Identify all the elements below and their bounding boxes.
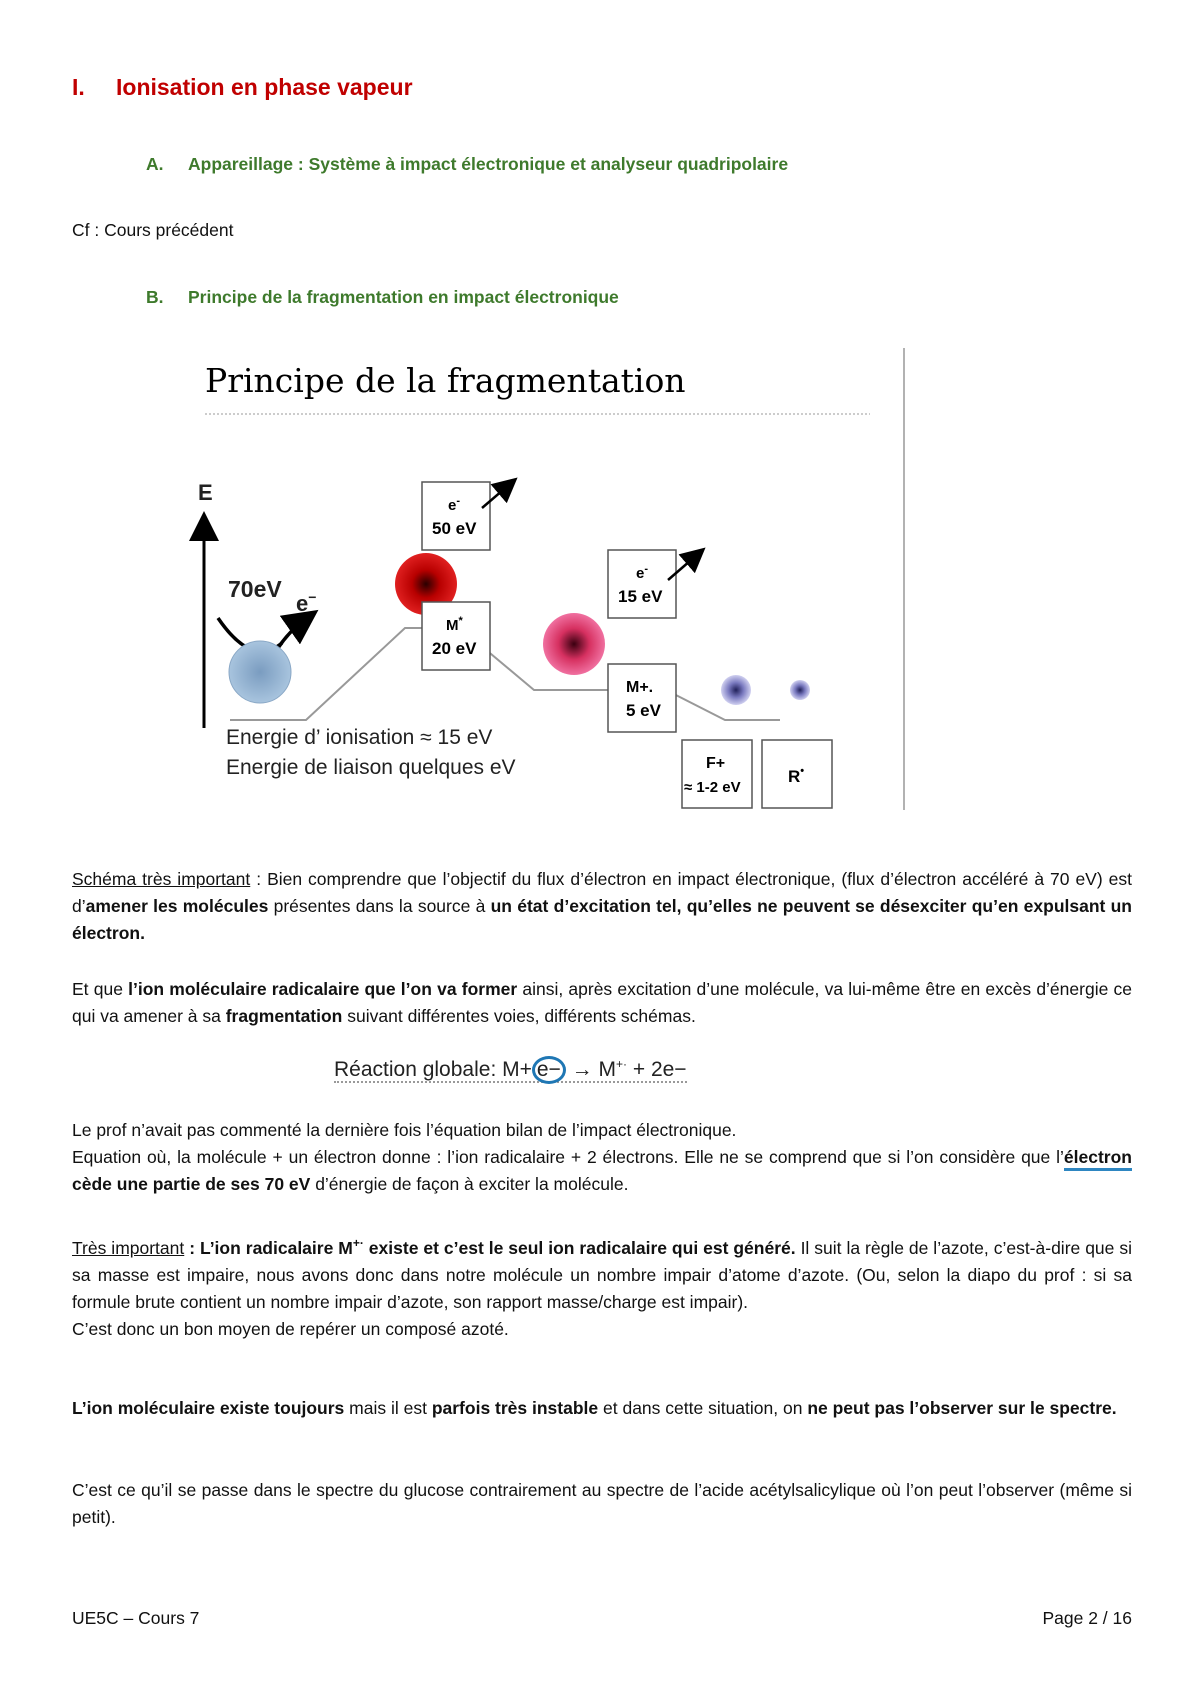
footer-page-number: Page 2 / 16 [1042,1608,1132,1628]
bond-energy-note: Energie de liaison quelques eV [226,756,516,779]
fragmentation-diagram [170,348,906,812]
para3-line2 [72,1144,1132,1198]
subsection-b-heading [146,287,619,308]
beam-energy-label: 70eV [228,576,282,602]
reaction-sup: +· [616,1057,628,1071]
para4-lead: Très important [72,1237,185,1258]
energy-axis-label: E [198,480,213,505]
box-fragment-cation [682,740,752,808]
para4-sup: +· [352,1236,364,1250]
para4-bold2: existe et c’est le seul ion radicalaire qui est généré. [363,1237,796,1258]
box3-energy: 15 eV [618,587,663,606]
para3-text2: d’énergie de façon à exciter la molécule. [310,1174,629,1194]
energy-path [230,628,780,720]
box5-energy: ≈ 1-2 eV [684,779,741,796]
para4-line2: C’est donc un bon moyen de repérer un composé azoté. [72,1318,509,1339]
paragraph-equation [72,1117,1132,1198]
box4-species: M+. [626,679,654,696]
cf-text: Cf : Cours précédent [72,220,234,240]
paragraph-nitrogen-rule [72,1230,1132,1343]
para2-text2: ainsi, après excitation d’une molécule, va lui-même être en excès d’énergie ce qui va amener à sa [72,979,1132,1026]
reaction-prefix: Réaction globale: M+ [334,1058,532,1081]
electron-trajectory-out [278,618,307,648]
box-radical-cation-5ev [608,664,676,732]
box1-energy: 50 eV [432,519,477,538]
box6-species-sup: • [800,765,805,777]
box4-energy: 5 eV [626,701,661,720]
subsection-b-title: Principe de la fragmentation en impact électronique [188,287,619,307]
box-electron-15ev [608,550,676,618]
paragraph-instability [72,1395,1132,1422]
box5-species: F+ [706,755,726,772]
box2-species-sup: * [458,615,463,627]
radical-cation-sphere [543,613,605,675]
para1-text1: Bien comprendre que l’objectif du flux d’électron en impact électronique, (flux d’électron accéléré à 70 eV) est d’ [72,869,1132,916]
para2-bold2: fragmentation [225,1006,343,1026]
paragraph-schema [72,866,1132,947]
box-electron-50ev [422,482,490,550]
para5-bold2: parfois très instable [431,1398,599,1418]
subsection-a-number: A. [146,154,164,174]
para5-bold1: L’ion moléculaire existe toujours [72,1398,345,1418]
para4-bold1: : L’ion radicalaire M [184,1237,353,1258]
para3-text1: Equation où, la molécule + un électron donne : l’ion radicalaire + 2 électrons. Elle ne se comprend que si l’on considère que l’ [72,1147,1064,1167]
para3-electron-word: électron [1064,1147,1132,1171]
footer-course: UE5C – Cours 7 [72,1608,200,1628]
paragraph-glucose: C’est ce qu’il se passe dans le spectre du glucose contrairement au spectre de l’acide acétylsalicylique où l’on peut l’observer (même si petit). [72,1480,1132,1527]
molecule-sphere [229,641,291,703]
para1-text2: présentes dans la source à [268,896,491,916]
subsection-a-title: Appareillage : Système à impact électronique et analyseur quadripolaire [188,154,789,174]
section-number: I. [72,74,85,100]
reaction-line [334,1058,687,1083]
box3-electron-symbol: e [636,565,645,582]
para4-text1: Il suit la règle de l’azote, c’est-à-dire que si sa masse est impaire, nous avons donc dans notre molécule un nombre impair d’atome d’azote. (Ou, selon la diapo du prof : si sa formule brute contient un nombre impair d’azote, son rapport masse/charge est impair). [72,1237,1132,1312]
box3-electron-sup: - [644,563,649,575]
box1-electron-sup: - [456,495,461,507]
subsection-b-number: B. [146,287,164,307]
box2-energy: 20 eV [432,639,477,658]
ionisation-energy-note: Energie d’ ionisation ≈ 15 eV [226,726,493,749]
box1-electron-symbol: e [448,497,457,514]
para5-text1: mais il est [344,1398,432,1418]
fragment-cation-sphere [721,675,751,705]
box6-species-symbol: R [788,767,801,786]
para1-lead: Schéma très important [72,869,251,889]
paragraph-ion [72,976,1132,1030]
para2-bold1: l’ion moléculaire radicalaire que l’on va former [128,979,518,999]
global-reaction [334,1056,687,1084]
reaction-arrow: → M [565,1058,616,1081]
para5-text2: et dans cette situation, on [598,1398,808,1418]
subsection-a-heading [146,154,788,175]
beam-electron-label [296,589,316,616]
section-title: Ionisation en phase vapeur [116,74,413,100]
reaction-suffix: + 2e− [627,1058,687,1081]
para1-bold1: amener les molécules [85,896,269,916]
figure-title: Principe de la fragmentation [205,361,686,400]
para3-line1: Le prof n’avait pas commenté la dernière fois l’équation bilan de l’impact électronique. [72,1120,737,1140]
box-excited-20ev [422,602,490,670]
para3-bold1: cède une partie de ses 70 eV [72,1174,311,1194]
radical-fragment-sphere [790,680,810,700]
reaction-circled-electron: e− [532,1056,566,1084]
para5-bold3: ne peut pas l’observer sur le spectre. [807,1398,1117,1418]
para1-sep: : [250,869,268,889]
para4-main [72,1230,1132,1316]
para2-text3: suivant différentes voies, différents schémas. [342,1006,696,1026]
beam-electron-symbol: e [296,591,309,616]
para1-bold2: un état d’excitation tel, qu’elles ne peuvent se désexciter qu’en expulsant un électron. [72,896,1132,943]
section-heading [72,74,413,101]
beam-electron-sup: − [308,589,317,605]
para2-text1: Et que [72,979,129,999]
box2-species-symbol: M [446,617,459,634]
